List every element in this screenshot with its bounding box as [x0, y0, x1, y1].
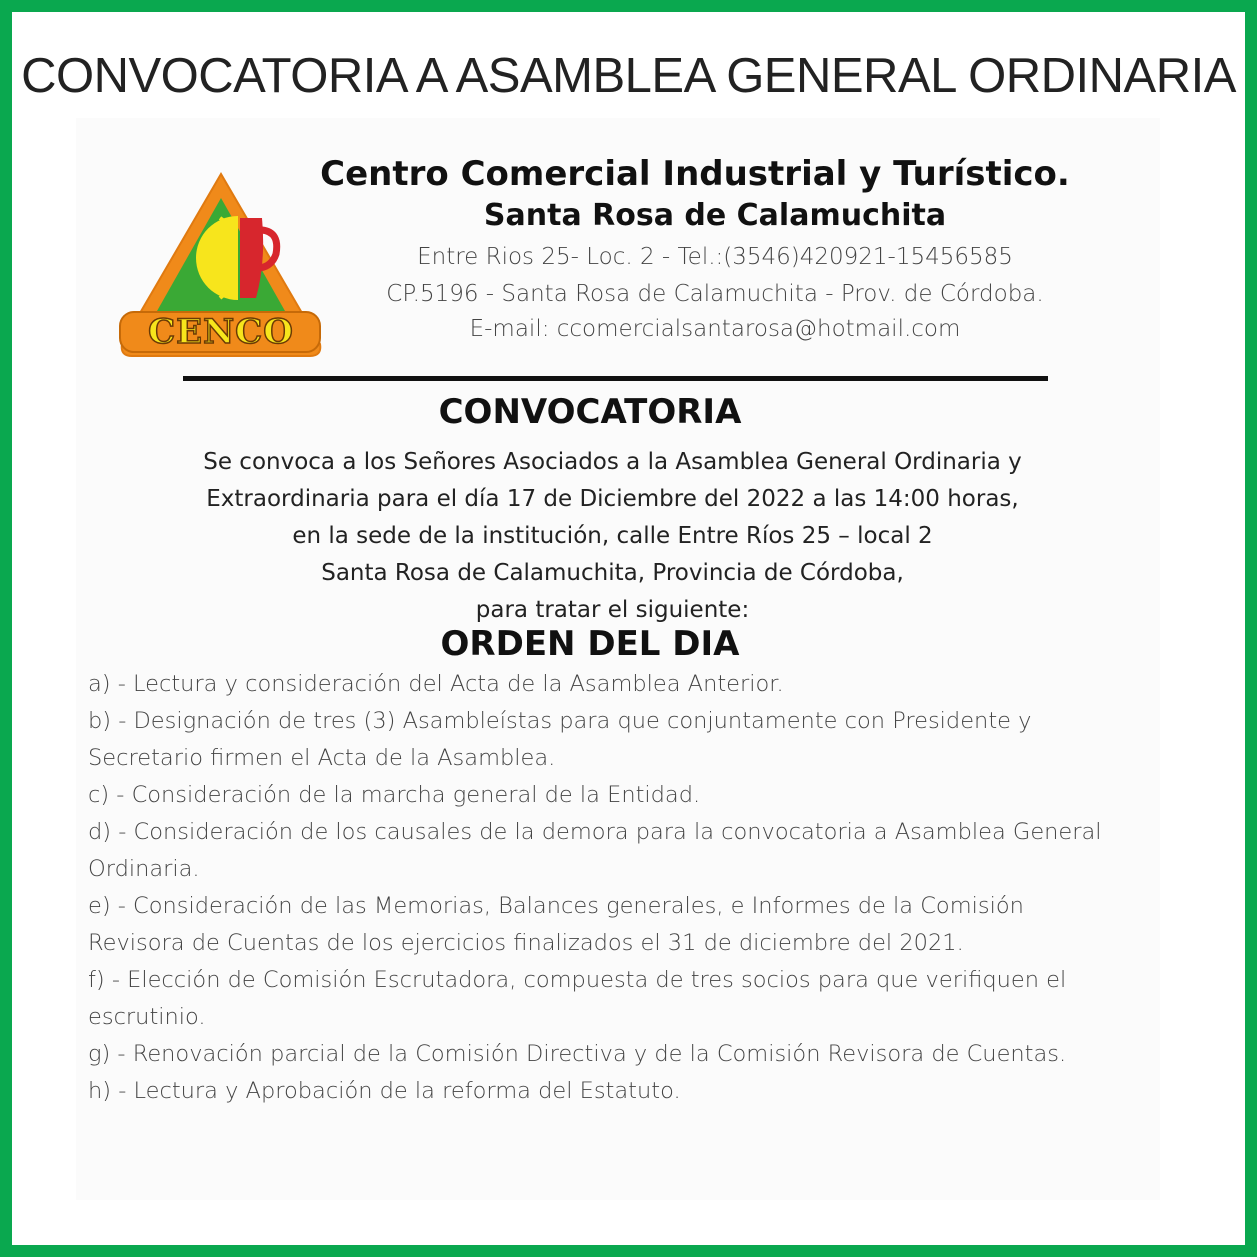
convocatoria-line: en la sede de la institución, calle Entre Ríos 25 – local 2: [292, 523, 933, 549]
agenda-item: c) - Consideración de la marcha general de la Entidad.: [88, 782, 701, 808]
logo-text: CENCO: [148, 312, 294, 352]
agenda-item: e) - Consideración de las Memorias, Balances generales, e Informes de la Comisión Revisora de Cuentas de los ejercicios finalizados el 31 de diciembre del 2021.: [88, 893, 1024, 956]
convocatoria-line: para tratar el siguiente:: [475, 597, 750, 623]
agenda-item: a) - Lectura y consideración del Acta de la Asamblea Anterior.: [88, 671, 784, 697]
organization-postal: CP.5196 - Santa Rosa de Calamuchita - Prov. de Córdoba.: [386, 281, 1044, 307]
agenda-item: g) - Renovación parcial de la Comisión Directiva y de la Comisión Revisora de Cuentas.: [88, 1041, 1067, 1067]
convocatoria-line: Se convoca a los Señores Asociados a la Asamblea General Ordinaria y: [203, 449, 1022, 475]
agenda-list: [88, 666, 1168, 1110]
convocatoria-title: CONVOCATORIA: [438, 392, 742, 432]
cenco-logo: [116, 166, 326, 366]
orden-del-dia-title: ORDEN DEL DIA: [440, 624, 740, 664]
agenda-item: h) - Lectura y Aprobación de la reforma del Estatuto.: [88, 1078, 681, 1104]
agenda-item: b) - Designación de tres (3) Asambleístas para que conjuntamente con Presidente y Secretario firmen el Acta de la Asamblea.: [88, 708, 1032, 771]
convocatoria-text: [120, 444, 1105, 629]
organization-name: Centro Comercial Industrial y Turístico.: [320, 154, 1070, 194]
convocatoria-line: Santa Rosa de Calamuchita, Provincia de Córdoba,: [321, 560, 904, 586]
agenda-item: f) - Elección de Comisión Escrutadora, compuesta de tres socios para que verifiquen el escrutinio.: [88, 967, 1067, 1030]
convocatoria-line: Extraordinaria para el día 17 de Diciembre del 2022 a las 14:00 horas,: [206, 486, 1019, 512]
organization-email: E-mail: ccomercialsantarosa@hotmail.com: [469, 316, 961, 342]
agenda-item: d) - Consideración de los causales de la demora para la convocatoria a Asamblea General Ordinaria.: [88, 819, 1102, 882]
header-divider: [183, 376, 1048, 381]
organization-city: Santa Rosa de Calamuchita: [483, 198, 947, 233]
organization-address: Entre Rios 25- Loc. 2 - Tel.:(3546)420921-15456585: [417, 244, 1013, 270]
page-title: CONVOCATORIA A ASAMBLEA GENERAL ORDINARIA: [21, 49, 1236, 103]
